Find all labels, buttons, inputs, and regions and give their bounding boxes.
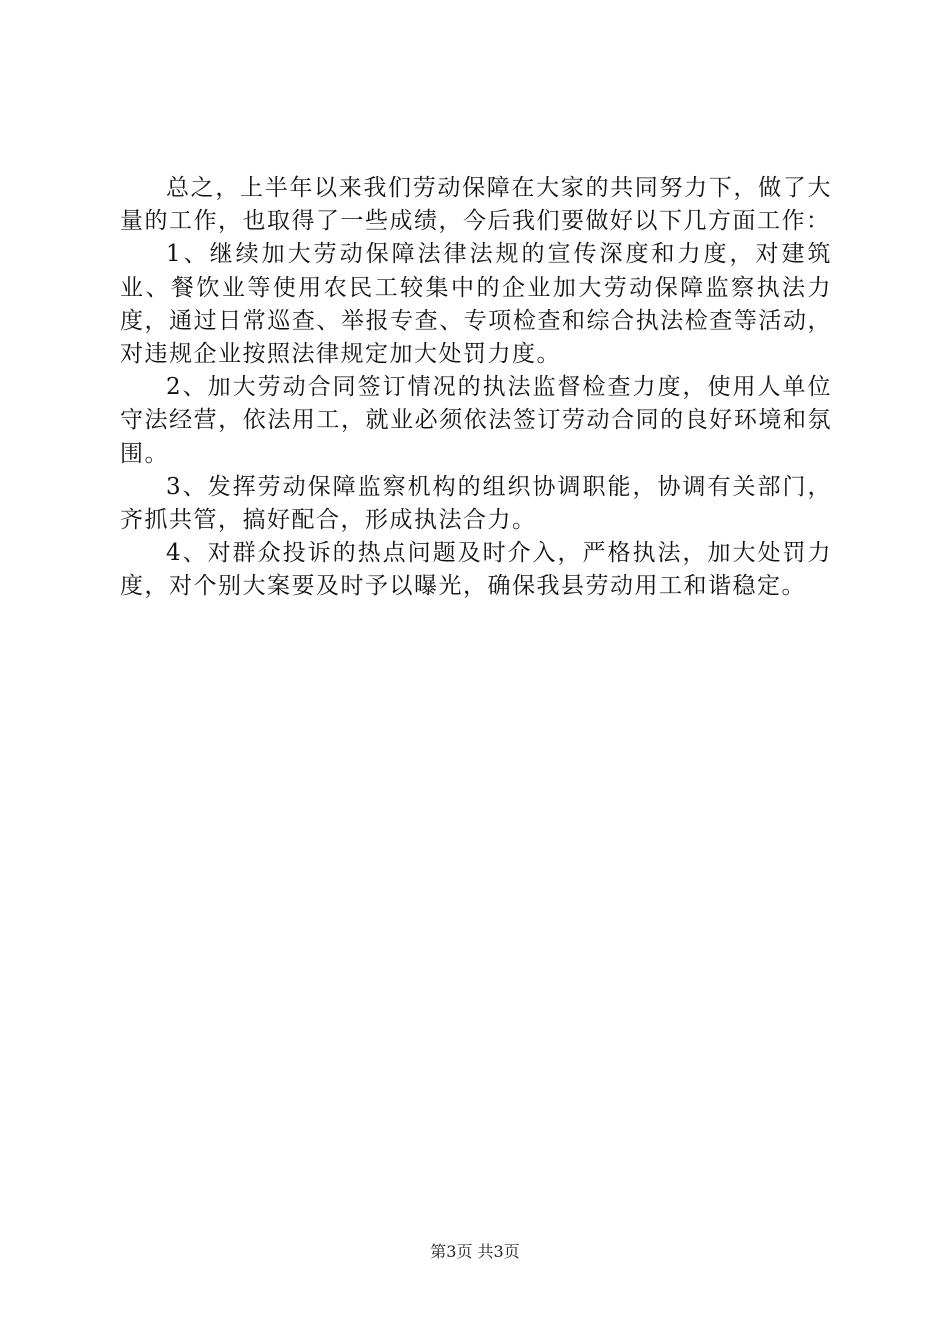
item-1-paragraph: 1、继续加大劳动保障法律法规的宣传深度和力度，对建筑业、餐饮业等使用农民工较集中的企业加大劳动保障监察执法力度，通过日常巡查、举报专查、专项检查和综合执法检查等活动，对违规企业按照法律规定加大处罚力度。 [120, 241, 832, 368]
page-number-footer: 第3页 共3页 [430, 1242, 520, 1261]
item-2-paragraph: 2、加大劳动合同签订情况的执法监督检查力度，使用人单位守法经营，依法用工，就业必须依法签订劳动合同的良好环境和氛围。 [120, 374, 832, 467]
summary-paragraph: 总之，上半年以来我们劳动保障在大家的共同努力下，做了大量的工作，也取得了一些成绩，今后我们要做好以下几方面工作： [120, 175, 832, 235]
item-3-paragraph: 3、发挥劳动保障监察机构的组织协调职能，协调有关部门，齐抓共管，搞好配合，形成执法合力。 [120, 473, 832, 534]
item-4-paragraph: 4、对群众投诉的热点问题及时介入，严格执法，加大处罚力度，对个别大案要及时予以曝光，确保我县劳动用工和谐稳定。 [120, 540, 832, 600]
document-body [120, 172, 832, 604]
